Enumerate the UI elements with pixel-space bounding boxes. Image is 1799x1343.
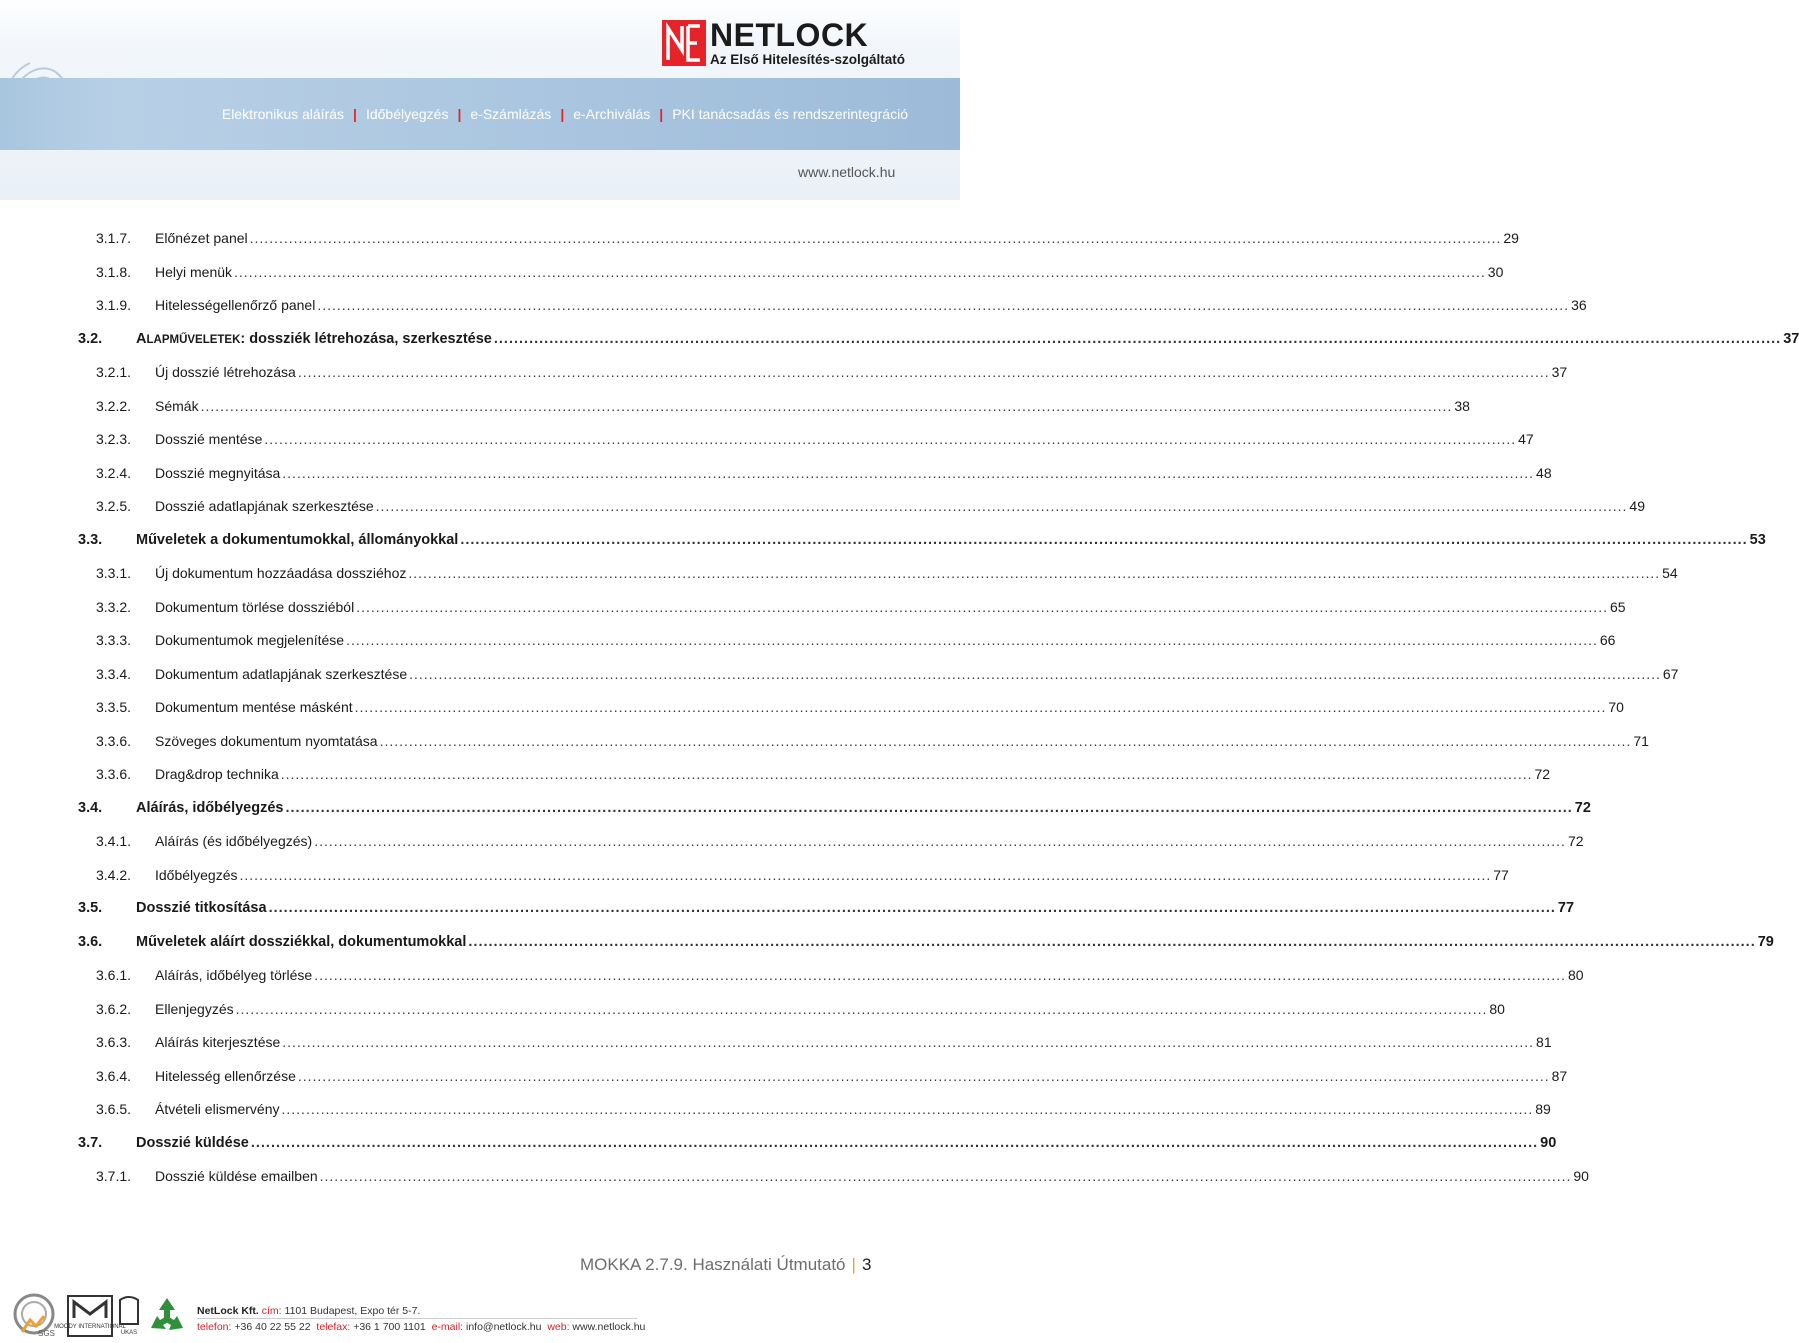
nav-item-e-invoicing[interactable]: e-Számlázás	[470, 106, 552, 122]
manual-title-line	[580, 1255, 871, 1275]
toc-entry[interactable]	[0, 228, 1519, 248]
toc-entry-number: 3.6.1.	[96, 967, 132, 983]
toc-entry-title: ALAPMŰVELETEK: dossziék létrehozása, szerkesztése	[136, 330, 492, 347]
toc-entry-number: 3.3.6.	[96, 766, 132, 782]
manual-title: MOKKA 2.7.9. Használati Útmutató	[580, 1255, 846, 1274]
toc-entry[interactable]	[0, 999, 1505, 1019]
toc-entry-page: 72	[1574, 799, 1591, 816]
toc-dot-leader	[269, 898, 1556, 918]
email-address[interactable]: info@netlock.hu	[466, 1321, 542, 1333]
toc-entry[interactable]	[0, 1166, 1589, 1186]
toc-entry-page: 90	[1540, 1134, 1557, 1151]
fax-number: +36 1 700 1101	[353, 1321, 426, 1333]
toc-entry-title: Időbélyegzés	[155, 866, 238, 883]
toc-entry-line	[136, 898, 1575, 918]
recycle-icon	[146, 1294, 188, 1336]
toc-dot-leader	[236, 999, 1488, 1019]
toc-entry[interactable]	[0, 731, 1649, 751]
toc-entry-number: 3.7.	[78, 1134, 103, 1151]
toc-dot-leader	[468, 932, 1755, 952]
toc-entry-line	[155, 697, 1624, 717]
contact-line-address	[197, 1303, 645, 1319]
toc-entry[interactable]	[0, 865, 1509, 885]
toc-entry-title: Dokumentum adatlapjának szerkesztése	[155, 665, 408, 682]
company-address: 1101 Budapest, Expo tér 5-7.	[284, 1305, 421, 1317]
sgs-badge-icon	[10, 1292, 60, 1338]
toc-entry-title: Aláírás (és időbélyegzés)	[155, 833, 313, 849]
nav-separator: |	[457, 106, 462, 122]
toc-entry[interactable]	[0, 831, 1584, 851]
toc-entry-number: 3.3.5.	[96, 699, 132, 715]
toc-dot-leader	[409, 664, 1661, 684]
header-nav	[222, 103, 908, 125]
toc-entry-title: Sémák	[155, 397, 199, 414]
toc-entry-number: 3.2.5.	[96, 498, 132, 514]
manual-separator: |	[851, 1255, 856, 1274]
toc-dot-leader	[298, 362, 1550, 382]
toc-entry-line	[136, 932, 1774, 952]
toc-entry-page: 38	[1454, 397, 1470, 414]
toc-entry-title: Műveletek a dokumentumokkal, állományokkal	[136, 531, 459, 548]
toc-dot-leader	[314, 831, 1566, 851]
toc-entry-page: 72	[1567, 833, 1584, 849]
toc-entry-number: 3.3.6.	[96, 732, 132, 749]
toc-entry-title: Dosszié küldése emailben	[155, 1168, 318, 1184]
toc-entry-number: 3.3.2.	[96, 598, 132, 615]
toc-entry-line	[155, 630, 1616, 650]
toc-entry[interactable]	[0, 697, 1624, 717]
toc-entry-number: 3.7.1.	[96, 1168, 132, 1184]
nav-separator: |	[353, 106, 357, 122]
toc-entry-page: 87	[1551, 1067, 1568, 1084]
toc-entry-page: 77	[1557, 900, 1575, 916]
toc-entry-page: 47	[1518, 431, 1534, 447]
toc-entry-title: Műveletek aláírt dossziékkal, dokumentumokkal	[136, 933, 467, 950]
toc-entry-line	[136, 1133, 1557, 1153]
toc-entry-title: Hitelességellenőrző panel	[155, 297, 316, 313]
toc-entry-title: Dosszié titkosítása	[136, 900, 267, 916]
toc-entry-line	[155, 228, 1519, 248]
toc-entry[interactable]	[0, 1133, 1557, 1153]
toc-entry-page: 77	[1493, 866, 1509, 883]
phone-number: +36 40 22 55 22	[234, 1321, 311, 1333]
toc-entry-line	[155, 496, 1645, 516]
toc-entry-title: Szöveges dokumentum nyomtatása	[155, 732, 378, 749]
toc-entry[interactable]	[0, 429, 1534, 449]
nav-item-electronic-signature[interactable]: Elektronikus aláírás	[221, 106, 345, 122]
toc-entry-line	[155, 1166, 1589, 1186]
toc-entry[interactable]	[0, 932, 1774, 952]
toc-entry-page: 80	[1567, 967, 1584, 983]
toc-entry[interactable]	[0, 1099, 1551, 1119]
toc-entry[interactable]	[0, 329, 1799, 349]
toc-entry[interactable]	[0, 530, 1766, 550]
toc-dot-leader	[298, 1066, 1550, 1086]
toc-entry-title: Új dokumentum hozzáadása dossziéhoz	[155, 565, 407, 581]
toc-entry-number: 3.2.	[78, 330, 103, 347]
toc-dot-leader	[240, 865, 1492, 885]
toc-entry-title: Drag&drop technika	[155, 766, 279, 782]
toc-entry-line	[155, 362, 1568, 382]
toc-entry[interactable]	[0, 798, 1591, 818]
toc-entry-page: 53	[1749, 531, 1766, 548]
toc-entry-line	[155, 731, 1649, 751]
toc-dot-leader	[346, 630, 1598, 650]
toc-entry-title: Aláírás, időbélyegzés	[136, 799, 284, 816]
toc-entry[interactable]	[0, 965, 1584, 985]
toc-entry-line	[155, 1066, 1568, 1086]
toc-dot-leader	[314, 965, 1566, 985]
netlock-logo	[662, 18, 907, 70]
toc-entry[interactable]	[0, 1032, 1552, 1052]
toc-entry-page: 81	[1536, 1034, 1552, 1050]
toc-entry-number: 3.4.2.	[96, 866, 132, 883]
toc-dot-leader	[251, 1133, 1538, 1153]
toc-entry-page: 70	[1608, 699, 1624, 715]
toc-entry[interactable]	[0, 262, 1504, 282]
page-header	[0, 0, 960, 200]
toc-entry-number: 3.5.	[78, 900, 103, 916]
toc-entry-page: 54	[1662, 565, 1678, 581]
toc-dot-leader	[460, 530, 1747, 550]
toc-entry-line	[155, 396, 1470, 416]
nav-item-timestamping[interactable]: Időbélyegzés	[365, 106, 449, 122]
toc-entry-line	[155, 999, 1505, 1019]
toc-entry-line	[136, 530, 1766, 550]
contact-line-details	[197, 1319, 645, 1335]
toc-entry-number: 3.2.2.	[96, 397, 132, 414]
toc-entry-line	[155, 1032, 1552, 1052]
toc-entry-line	[155, 865, 1509, 885]
certification-badges	[10, 1290, 190, 1340]
toc-entry[interactable]	[0, 496, 1645, 516]
toc-entry-number: 3.6.2.	[96, 1000, 132, 1017]
toc-dot-leader	[376, 496, 1628, 516]
toc-entry-number: 3.3.	[78, 531, 103, 548]
phone-label: telefon:	[197, 1321, 232, 1333]
netlock-logo-mark-icon	[662, 20, 706, 66]
toc-entry-title: Ellenjegyzés	[155, 1000, 234, 1017]
toc-entry-line	[155, 831, 1584, 851]
toc-entry-page: 66	[1599, 632, 1616, 648]
toc-entry-line	[155, 262, 1504, 282]
website-link[interactable]: www.netlock.hu	[798, 164, 896, 180]
toc-entry-line	[136, 798, 1591, 818]
toc-entry-page: 49	[1629, 498, 1645, 514]
toc-dot-leader	[356, 597, 1608, 617]
toc-entry-number: 3.6.5.	[96, 1101, 132, 1117]
toc-entry-line	[155, 463, 1552, 483]
toc-entry-page: 30	[1487, 263, 1504, 280]
toc-entry-line	[155, 965, 1584, 985]
toc-dot-leader	[281, 764, 1533, 784]
toc-entry-line	[155, 597, 1626, 617]
toc-entry-number: 3.1.9.	[96, 297, 132, 313]
toc-dot-leader	[234, 262, 1486, 282]
toc-entry-title: Dosszié megnyitása	[155, 464, 281, 481]
address-label: cím:	[261, 1305, 282, 1317]
toc-dot-leader	[320, 1166, 1572, 1186]
toc-entry-title: Dosszié mentése	[155, 431, 263, 447]
toc-entry[interactable]	[0, 295, 1587, 315]
toc-dot-leader	[408, 563, 1660, 583]
toc-entry[interactable]	[0, 630, 1616, 650]
toc-entry-page: 71	[1633, 732, 1649, 749]
toc-entry-number: 3.3.4.	[96, 665, 132, 682]
toc-dot-leader	[250, 228, 1502, 248]
toc-entry-page: 37	[1783, 330, 1799, 347]
toc-entry[interactable]	[0, 563, 1678, 583]
nav-separator: |	[659, 106, 664, 122]
company-name: NetLock Kft.	[197, 1305, 259, 1317]
toc-entry-title: Dosszié küldése	[136, 1134, 249, 1151]
page-number: 3	[861, 1255, 872, 1274]
moody-badge-icon	[54, 1294, 126, 1338]
company-contact	[197, 1303, 645, 1335]
toc-entry-page: 90	[1573, 1168, 1589, 1184]
toc-entry-title: Aláírás kiterjesztése	[155, 1034, 281, 1050]
sgs-label: SGS	[38, 1329, 55, 1338]
logo-tagline: Az Első Hitelesítés-szolgáltató	[710, 52, 906, 67]
nav-separator: |	[560, 106, 565, 122]
nav-item-pki-consulting[interactable]: PKI tanácsadás és rendszerintegráció	[672, 106, 908, 122]
toc-entry-number: 3.6.	[78, 933, 103, 950]
toc-entry-number: 3.3.1.	[96, 565, 132, 581]
toc-entry-line	[155, 764, 1551, 784]
toc-entry-title: Előnézet panel	[155, 230, 248, 246]
toc-entry-number: 3.4.	[78, 799, 103, 816]
toc-dot-leader	[201, 396, 1453, 416]
toc-entry-title: Dokumentum törlése dossziéból	[155, 598, 355, 615]
toc-entry-page: 65	[1609, 598, 1626, 615]
toc-entry[interactable]	[0, 396, 1470, 416]
toc-entry-title: Dokumentum mentése másként	[155, 699, 353, 715]
email-label: e-mail:	[431, 1321, 464, 1333]
toc-entry-page: 48	[1536, 464, 1552, 481]
toc-entry-number: 3.3.3.	[96, 632, 132, 648]
toc-entry[interactable]	[0, 362, 1568, 382]
toc-dot-leader	[380, 731, 1632, 751]
toc-entry[interactable]	[0, 597, 1626, 617]
toc-entry-number: 3.2.1.	[96, 364, 132, 380]
toc-entry-number: 3.6.4.	[96, 1067, 132, 1084]
toc-entry-page: 67	[1662, 665, 1679, 682]
fax-label: telefax:	[316, 1321, 351, 1333]
toc-entry-page: 29	[1503, 230, 1519, 246]
toc-entry-number: 3.6.3.	[96, 1034, 132, 1050]
toc-entry-line	[136, 329, 1799, 350]
moody-label: MOODY INTERNATIONAL	[54, 1324, 126, 1330]
toc-dot-leader	[317, 295, 1569, 315]
toc-dot-leader	[282, 1099, 1534, 1119]
toc-entry-title: Átvételi elismervény	[155, 1101, 280, 1117]
toc-entry-line	[155, 295, 1587, 315]
toc-entry-number: 3.2.3.	[96, 431, 132, 447]
toc-entry-title: Dokumentumok megjelenítése	[155, 632, 345, 648]
toc-dot-leader	[282, 463, 1534, 483]
web-label: web:	[547, 1321, 570, 1333]
toc-entry-page: 79	[1757, 933, 1774, 950]
ukas-label: UKAS	[120, 1330, 138, 1336]
toc-entry[interactable]	[0, 764, 1551, 784]
logo-wordmark: NETLOCK	[710, 17, 869, 53]
toc-entry-page: 89	[1535, 1101, 1551, 1117]
toc-entry-number: 3.4.1.	[96, 833, 132, 849]
toc-dot-leader	[494, 329, 1781, 349]
toc-entry-number: 3.2.4.	[96, 464, 132, 481]
footer-divider	[197, 1318, 637, 1319]
toc-dot-leader	[264, 429, 1516, 449]
toc-entry-page: 72	[1534, 766, 1551, 782]
toc-entry-title: Hitelesség ellenőrzése	[155, 1067, 296, 1084]
toc-entry-title: Helyi menük	[155, 263, 233, 280]
toc-entry-page: 36	[1571, 297, 1587, 313]
toc-dot-leader	[285, 798, 1572, 818]
nav-item-e-archiving[interactable]: e-Archiválás	[573, 106, 651, 122]
toc-entry-title: Aláírás, időbélyeg törlése	[155, 967, 313, 983]
toc-entry-page: 37	[1551, 364, 1568, 380]
toc-entry-title: Dosszié adatlapjának szerkesztése	[155, 498, 374, 514]
toc-entry-line	[155, 429, 1534, 449]
toc-entry-line	[155, 563, 1678, 583]
toc-entry-number: 3.1.7.	[96, 230, 132, 246]
toc-entry-line	[155, 1099, 1551, 1119]
toc-entry-number: 3.1.8.	[96, 263, 132, 280]
toc-entry-title: Új dosszié létrehozása	[155, 364, 296, 380]
ukas-badge-icon	[116, 1294, 142, 1338]
toc-entry[interactable]	[0, 1066, 1568, 1086]
toc-dot-leader	[282, 1032, 1534, 1052]
toc-entry[interactable]	[0, 664, 1679, 684]
toc-entry-line	[155, 664, 1679, 684]
toc-entry[interactable]	[0, 463, 1552, 483]
toc-entry-page: 80	[1489, 1000, 1505, 1017]
web-address[interactable]: www.netlock.hu	[572, 1321, 646, 1333]
toc-dot-leader	[355, 697, 1607, 717]
toc-entry[interactable]	[0, 898, 1575, 918]
